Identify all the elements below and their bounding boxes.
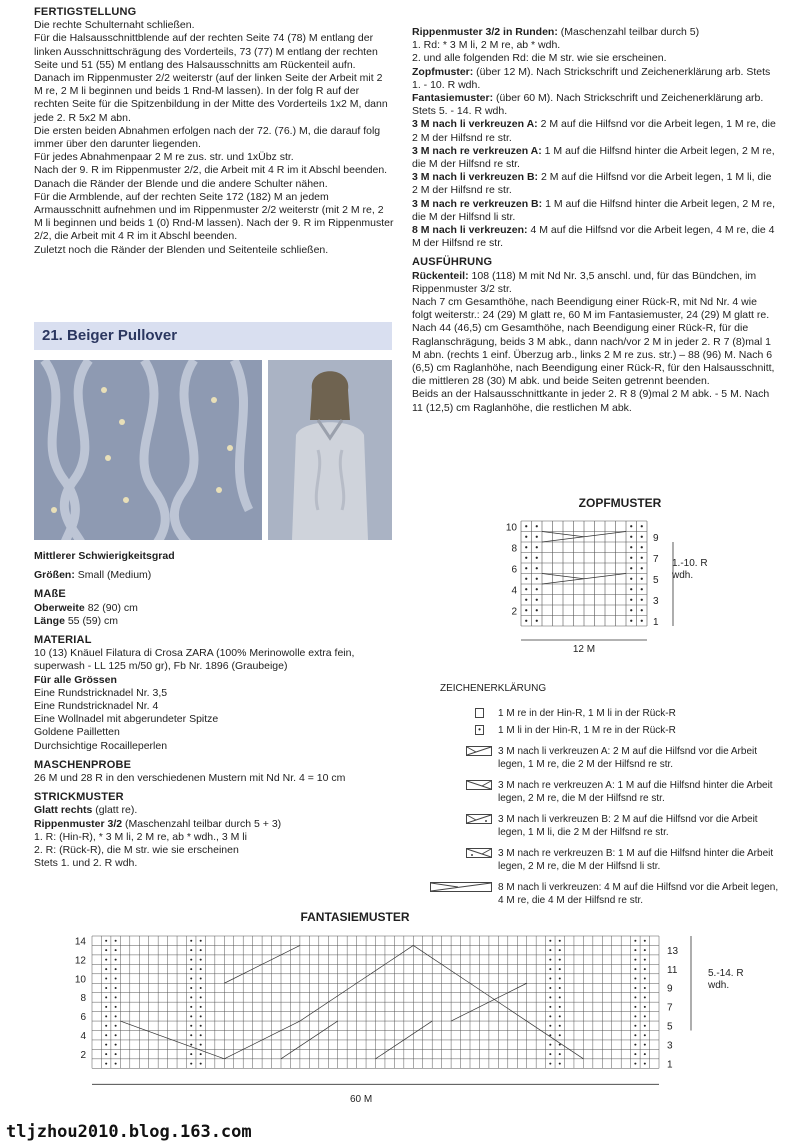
tool-item: Eine Rundstricknadel Nr. 3,5	[34, 686, 168, 699]
zopf-repeat: 1.-10. R wdh.	[672, 558, 708, 581]
purl-dot	[549, 987, 551, 989]
purl-dot	[634, 987, 636, 989]
purl-dot	[549, 1053, 551, 1055]
purl-dot	[190, 1063, 192, 1065]
row-number: 4	[511, 585, 517, 597]
legend-cross-icon	[466, 814, 492, 824]
finish-line: Zuletzt noch die Ränder der Blenden und Seitenteile schließen.	[34, 243, 329, 256]
purl-dot	[525, 578, 527, 580]
purl-dot	[525, 588, 527, 590]
legend	[440, 682, 780, 911]
purl-dot	[630, 609, 632, 611]
purl-dot	[105, 1015, 107, 1017]
tool-item: Eine Wollnadel mit abgerundeter Spitze	[34, 713, 219, 726]
row-number: 6	[511, 564, 517, 576]
purl-dot	[115, 1044, 117, 1046]
legend-cross-icon	[466, 746, 492, 756]
purl-dot	[644, 1063, 646, 1065]
purl-dot	[536, 557, 538, 559]
finish-line: Für jedes Abnahmenpaar 2 M re zus. str. und 1xÜbz str.	[34, 151, 294, 164]
width-value: 82 (90) cm	[87, 601, 138, 614]
purl-dot	[630, 599, 632, 601]
measures-heading: MAßE	[34, 588, 66, 601]
tool-item: Goldene Pailletten	[34, 726, 120, 739]
rib-line: 1. R: (Hin-R), * 3 M li, 2 M re, ab * wdh., 3 M li	[34, 830, 247, 843]
purl-dot	[190, 1006, 192, 1008]
legend-title: ZEICHENERKLÄRUNG	[440, 683, 547, 694]
tool-item: Eine Rundstricknadel Nr. 4	[34, 700, 159, 713]
purl-dot	[115, 987, 117, 989]
row-number: 3	[653, 596, 659, 607]
purl-dot	[525, 525, 527, 527]
purl-dot	[549, 978, 551, 980]
cross-label: 3 M nach li verkreuzen B:	[412, 171, 539, 184]
row-number: 11	[667, 964, 678, 976]
fantasie-chart	[60, 908, 760, 1118]
rib-round-line: 1. Rd: * 3 M li, 2 M re, ab * wdh.	[412, 39, 561, 52]
purl-dot	[115, 940, 117, 942]
purl-dot	[200, 940, 202, 942]
purl-dot	[536, 609, 538, 611]
purl-dot	[105, 978, 107, 980]
length-value: 55 (59) cm	[67, 614, 119, 627]
row-number: 3	[667, 1040, 673, 1052]
patterns-heading: STRICKMUSTER	[34, 791, 124, 804]
purl-dot	[525, 567, 527, 569]
purl-dot	[641, 599, 643, 601]
length-label: Länge	[34, 614, 65, 627]
purl-dot	[644, 949, 646, 951]
legend-text: 8 M nach li verkreuzen: 4 M auf die Hilfsnd vor die Arbeit legen, 4 M re, die 4 M der Hilfsnd re str.	[498, 882, 779, 906]
purl-dot	[549, 940, 551, 942]
cross-label: 3 M nach re verkreuzen B:	[412, 197, 543, 210]
purl-dot	[559, 959, 561, 961]
row-number: 2	[511, 606, 517, 618]
legend-cross-icon	[466, 780, 492, 790]
purl-dot	[200, 996, 202, 998]
execution-heading: AUSFÜHRUNG	[412, 256, 493, 269]
purl-dot	[641, 536, 643, 538]
purl-dot	[105, 1006, 107, 1008]
row-number: 2	[80, 1049, 86, 1061]
purl-dot	[634, 1034, 636, 1036]
purl-dot	[634, 978, 636, 980]
purl-dot	[630, 567, 632, 569]
back-line: Nach 7 cm Gesamthöhe, nach Beendigung einer Rück-R, mit Nd Nr. 4 wie folgt weiterstr.: 24 (29) M glatt re, 60 M im Fantasiemuster, 24 (29) M glatt re.	[412, 296, 770, 322]
purl-dot	[115, 1063, 117, 1065]
purl-dot	[644, 1025, 646, 1027]
purl-dot	[105, 968, 107, 970]
purl-dot	[644, 1034, 646, 1036]
purl-dot	[634, 1006, 636, 1008]
purl-dot	[634, 1063, 636, 1065]
purl-dot	[644, 940, 646, 942]
legend-text: 3 M nach re verkreuzen A: 1 M auf die Hilfsnd hinter die Arbeit legen, 2 M re, die M der Hilfsnd re str.	[498, 780, 773, 804]
purl-dot	[634, 940, 636, 942]
purl-dot	[105, 1044, 107, 1046]
purl-dot	[634, 1053, 636, 1055]
purl-dot	[105, 1025, 107, 1027]
purl-dot	[115, 1006, 117, 1008]
purl-dot	[105, 949, 107, 951]
back-label: Rückenteil:	[412, 269, 469, 282]
purl-dot	[525, 620, 527, 622]
purl-dot	[559, 996, 561, 998]
rib-round-line: 2. und alle folgenden Rd: die M str. wie sie erscheinen.	[412, 52, 667, 65]
rib-line: Stets 1. und 2. R wdh.	[34, 857, 138, 870]
purl-dot	[105, 1063, 107, 1065]
purl-dot	[536, 546, 538, 548]
purl-dot	[190, 959, 192, 961]
purl-dot	[200, 1063, 202, 1065]
fantasie-repeat: 5.-14. R wdh.	[708, 968, 744, 991]
cross-text: 2 M auf die Hilfsnd vor die Arbeit legen, 1 M re, die 2 M der Hilfsnd re str.	[412, 118, 776, 144]
cross-text: 1 M auf die Hilfsnd hinter die Arbeit legen, 2 M re, die M der Hilfsnd re str.	[412, 144, 775, 171]
legend-purl-icon: •	[475, 725, 484, 735]
purl-dot	[559, 968, 561, 970]
purl-dot	[105, 959, 107, 961]
purl-dot	[630, 557, 632, 559]
finish-line: Die ersten beiden Abnahmen erfolgen nach der 72. (76.) M, die darauf folg immer über den darunter liegenden.	[34, 124, 381, 151]
purl-dot	[644, 987, 646, 989]
purl-dot	[525, 609, 527, 611]
purl-dot	[190, 940, 192, 942]
purl-dot	[559, 987, 561, 989]
cross-label: 3 M nach re verkreuzen A:	[412, 144, 542, 157]
purl-dot	[200, 978, 202, 980]
cross-text: 4 M auf die Hilfsnd vor die Arbeit legen, 4 M re, die 4 M der Hilfsnd re str.	[412, 224, 775, 250]
purl-dot	[549, 996, 551, 998]
cross-text: 1 M auf die Hilfsnd hinter die Arbeit legen, 2 M re, die M der Hilfsnd li str.	[412, 197, 776, 223]
purl-dot	[630, 578, 632, 580]
rib-value: (Maschenzahl teilbar durch 5 + 3)	[125, 817, 282, 830]
purl-dot	[559, 949, 561, 951]
zopf-title: ZOPFMUSTER	[578, 496, 662, 510]
purl-dot	[559, 1063, 561, 1065]
purl-dot	[200, 1053, 202, 1055]
purl-dot	[641, 620, 643, 622]
legend-text: 1 M re in der Hin-R, 1 M li in der Rück-R	[498, 708, 676, 719]
difficulty: Mittlerer Schwierigkeitsgrad	[34, 550, 175, 562]
right-column	[412, 26, 777, 415]
row-number: 8	[80, 993, 86, 1005]
purl-dot	[190, 949, 192, 951]
cross-label: 3 M nach li verkreuzen A:	[412, 118, 538, 131]
cross-text: 2 M auf die Hilfsnd vor die Arbeit legen, 1 M li, die 2 M der Hilfsnd re str.	[412, 171, 772, 197]
purl-dot	[549, 1063, 551, 1065]
left-column	[34, 6, 394, 257]
purl-dot	[559, 978, 561, 980]
row-number: 14	[74, 936, 86, 948]
row-number: 5	[653, 575, 659, 586]
purl-dot	[105, 1034, 107, 1036]
back-line: Beids an der Halsausschnittkante in jeder 2. R 8 (9)mal 2 M abk. - 5 M. Nach 11 (12,5) cm Raglanhöhe, die restlichen M abk.	[412, 388, 770, 414]
purl-dot	[630, 525, 632, 527]
purl-dot	[630, 620, 632, 622]
left-column-lower	[34, 550, 394, 870]
purl-dot	[190, 987, 192, 989]
purl-dot	[105, 996, 107, 998]
purl-dot	[641, 609, 643, 611]
footer-url: tljzhou2010.blog.163.com	[6, 1122, 252, 1142]
rib-label: Rippenmuster 3/2	[34, 817, 123, 830]
purl-dot	[200, 959, 202, 961]
tool-item: Durchsichtige Rocailleperlen	[34, 739, 168, 752]
row-number: 10	[505, 522, 517, 534]
purl-dot	[200, 949, 202, 951]
all-sizes-heading: Für alle Grössen	[34, 673, 117, 686]
purl-dot	[525, 536, 527, 538]
gauge-text: 26 M und 28 R in den verschiedenen Mustern mit Nd Nr. 4 = 10 cm	[34, 772, 346, 785]
purl-dot	[525, 599, 527, 601]
cable-value: (über 12 M). Nach Strickschrift und Zeichenerklärung arb. Stets 1. - 10. R wdh.	[412, 65, 771, 91]
finish-line: Für die Halsausschnittblende auf der rechten Seite 74 (78) M entlang der linken Ausschnittschrägung des Vorderteils, 73 (77) M entlang der rechten Seite und 51 (55) M entlang des Halsausschnitts am Rückenteil aufn.	[34, 32, 378, 71]
row-number: 5	[667, 1021, 673, 1033]
purl-dot	[634, 1015, 636, 1017]
stockinette-label: Glatt rechts	[34, 804, 93, 817]
row-number: 10	[74, 974, 86, 986]
purl-dot	[644, 1044, 646, 1046]
purl-dot	[525, 557, 527, 559]
purl-dot	[559, 1006, 561, 1008]
purl-dot	[536, 588, 538, 590]
purl-dot	[115, 978, 117, 980]
purl-dot	[536, 536, 538, 538]
purl-dot	[536, 567, 538, 569]
fantasie-width: 60 M	[350, 1094, 373, 1105]
row-number: 13	[667, 945, 679, 957]
legend-text: 3 M nach li verkreuzen B: 2 M auf die Hilfsnd vor die Arbeit legen, 1 M li, die 2 M der Hilfsnd re str.	[498, 814, 758, 838]
purl-dot	[190, 978, 192, 980]
legend-text: 3 M nach re verkreuzen B: 1 M auf die Hilfsnd hinter die Arbeit legen, 2 M re, die M der Hilfsnd li str.	[498, 848, 774, 872]
row-number: 1	[653, 617, 659, 628]
purl-dot	[549, 959, 551, 961]
finish-line: Danach im Rippenmuster 2/2 weiterstr (auf der linken Seite der Arbeit mit 2 M re, 2 M li beginnen und beids 1 Rnd-M lassen). In der folg R auf der rechten Seite für die Spitzenbildung in der Mitte des Vorderteils 1x2 M, dann jede 2. R 5x2 M abn.	[34, 72, 388, 124]
sizes-label: Größen:	[34, 569, 75, 582]
finish-line: Nach der 9. R im Rippenmuster 2/2, die Arbeit mit 4 R im it Abschl beenden. Danach die Ränder der Blende und die andere Schulter nähen.	[34, 164, 388, 190]
purl-dot	[549, 968, 551, 970]
purl-dot	[630, 588, 632, 590]
legend-cross-icon	[466, 848, 492, 858]
rib-line: 2. R: (Rück-R), die M str. wie sie erscheinen	[34, 844, 239, 857]
purl-dot	[190, 1034, 192, 1036]
cable-label: Zopfmuster:	[412, 65, 474, 78]
purl-dot	[525, 546, 527, 548]
purl-dot	[190, 1015, 192, 1017]
purl-dot	[549, 1025, 551, 1027]
purl-dot	[115, 959, 117, 961]
purl-dot	[559, 940, 561, 942]
purl-dot	[190, 1025, 192, 1027]
back-line: Nach 44 (46,5) cm Gesamthöhe, nach Beendigung einer Rück-R, für die Raglanschrägung, beids 3 M abk., dann nach/vor 2 M in jeder 2. R 7 (8)mal 1 M abn. (rechts 1 einf. Überzug arb., links 2 M re zus. str.) – 88 (96) M. Nach 6 (6,5) cm Raglanhöhe, nach Beendigung einer Rück-R, für den Halsausschnitt, die mittleren 28 (30) M abk. und beide Seiten getrennt beenden.	[412, 322, 775, 388]
stockinette-value: (glatt re).	[95, 804, 138, 817]
purl-dot	[644, 996, 646, 998]
purl-dot	[536, 525, 538, 527]
row-number: 7	[667, 1002, 673, 1014]
row-number: 8	[511, 543, 517, 555]
purl-dot	[644, 1053, 646, 1055]
purl-dot	[200, 1015, 202, 1017]
purl-dot	[536, 578, 538, 580]
sizes-value: Small (Medium)	[77, 569, 152, 582]
legend-knit-icon	[475, 708, 484, 718]
purl-dot	[641, 557, 643, 559]
row-number: 6	[80, 1012, 86, 1024]
purl-dot	[115, 1034, 117, 1036]
section-title: 21. Beiger Pullover	[42, 327, 178, 344]
purl-dot	[200, 1006, 202, 1008]
rib-round-label: Rippenmuster 3/2 in Runden:	[412, 26, 558, 38]
purl-dot	[549, 1006, 551, 1008]
purl-dot	[190, 968, 192, 970]
purl-dot	[559, 1015, 561, 1017]
purl-dot	[641, 578, 643, 580]
purl-dot	[641, 567, 643, 569]
purl-dot	[634, 949, 636, 951]
zopf-chart	[495, 496, 745, 666]
purl-dot	[190, 1044, 192, 1046]
finish-line: Für die Armblende, auf der rechten Seite 172 (182) M an jedem Armausschnitt aufnehmen und im Rippenmuster 2/2 weiterstr (mit 2 M re, 2 M li beginnen und beids 1 (0) Rnd-M lassen). Nach der 9. R im Rippenmuster 2/2, die Arbeit mit 4 R im it Abschl beenden.	[34, 190, 394, 243]
purl-dot	[200, 1025, 202, 1027]
purl-dot	[559, 1053, 561, 1055]
purl-dot	[549, 1044, 551, 1046]
purl-dot	[644, 1006, 646, 1008]
row-number: 7	[653, 554, 659, 565]
fantasie-grid	[60, 908, 760, 1118]
purl-dot	[115, 996, 117, 998]
purl-dot	[644, 959, 646, 961]
purl-dot	[644, 978, 646, 980]
purl-dot	[105, 987, 107, 989]
purl-dot	[536, 599, 538, 601]
finish-heading: FERTIGSTELLUNG	[34, 6, 137, 18]
fancy-label: Fantasiemuster:	[412, 92, 494, 105]
purl-dot	[536, 620, 538, 622]
row-number: 4	[80, 1030, 86, 1042]
purl-dot	[634, 1025, 636, 1027]
back-text: 108 (118) M mit Nd Nr. 3,5 anschl. und, für das Bündchen, im Rippenmuster 3/2 str.	[412, 269, 757, 295]
purl-dot	[559, 1034, 561, 1036]
purl-dot	[630, 546, 632, 548]
purl-dot	[200, 987, 202, 989]
purl-dot	[190, 996, 192, 998]
purl-dot	[200, 1034, 202, 1036]
purl-dot	[190, 1053, 192, 1055]
rib-round-value: (Maschenzahl teilbar durch 5)	[560, 26, 700, 38]
fantasie-title: FANTASIEMUSTER	[300, 910, 410, 924]
purl-dot	[115, 968, 117, 970]
cable-closeup-photo	[34, 360, 262, 540]
purl-dot	[105, 1053, 107, 1055]
row-number: 9	[653, 533, 659, 544]
purl-dot	[115, 1025, 117, 1027]
purl-dot	[641, 588, 643, 590]
purl-dot	[634, 959, 636, 961]
model-photo	[268, 360, 392, 540]
purl-dot	[634, 996, 636, 998]
cross-label: 8 M nach li verkreuzen:	[412, 224, 528, 237]
material-text: 10 (13) Knäuel Filatura di Crosa ZARA (100% Merinowolle extra fein, superwash - LL 125 m/50 gr), Fb Nr. 1896 (Graubeige)	[34, 647, 355, 673]
purl-dot	[644, 1015, 646, 1017]
purl-dot	[115, 1053, 117, 1055]
row-number: 12	[74, 955, 86, 967]
section-title-bar	[34, 322, 392, 350]
zopf-width: 12 M	[572, 644, 596, 655]
legend-text: 1 M li in der Hin-R, 1 M re in der Rück-R	[498, 725, 676, 736]
fancy-value: (über 60 M). Nach Strickschrift und Zeichenerklärung arb. Stets 5. - 14. R wdh.	[412, 92, 764, 118]
purl-dot	[105, 940, 107, 942]
purl-dot	[200, 968, 202, 970]
purl-dot	[634, 1044, 636, 1046]
purl-dot	[549, 1015, 551, 1017]
legend-cross8-icon	[430, 882, 492, 892]
purl-dot	[559, 1025, 561, 1027]
material-heading: MATERIAL	[34, 634, 92, 647]
purl-dot	[200, 1044, 202, 1046]
width-label: Oberweite	[34, 601, 85, 614]
purl-dot	[641, 525, 643, 527]
purl-dot	[641, 546, 643, 548]
purl-dot	[644, 968, 646, 970]
row-number: 1	[667, 1059, 673, 1071]
purl-dot	[634, 968, 636, 970]
finish-line: Die rechte Schulternaht schließen.	[34, 19, 195, 32]
purl-dot	[115, 949, 117, 951]
row-number: 9	[667, 983, 673, 995]
purl-dot	[630, 536, 632, 538]
purl-dot	[549, 949, 551, 951]
legend-text: 3 M nach li verkreuzen A: 2 M auf die Hilfsnd vor die Arbeit legen, 1 M re, die 2 M der Hilfsnd re str.	[498, 746, 758, 770]
gauge-heading: MASCHENPROBE	[34, 758, 132, 771]
purl-dot	[115, 1015, 117, 1017]
